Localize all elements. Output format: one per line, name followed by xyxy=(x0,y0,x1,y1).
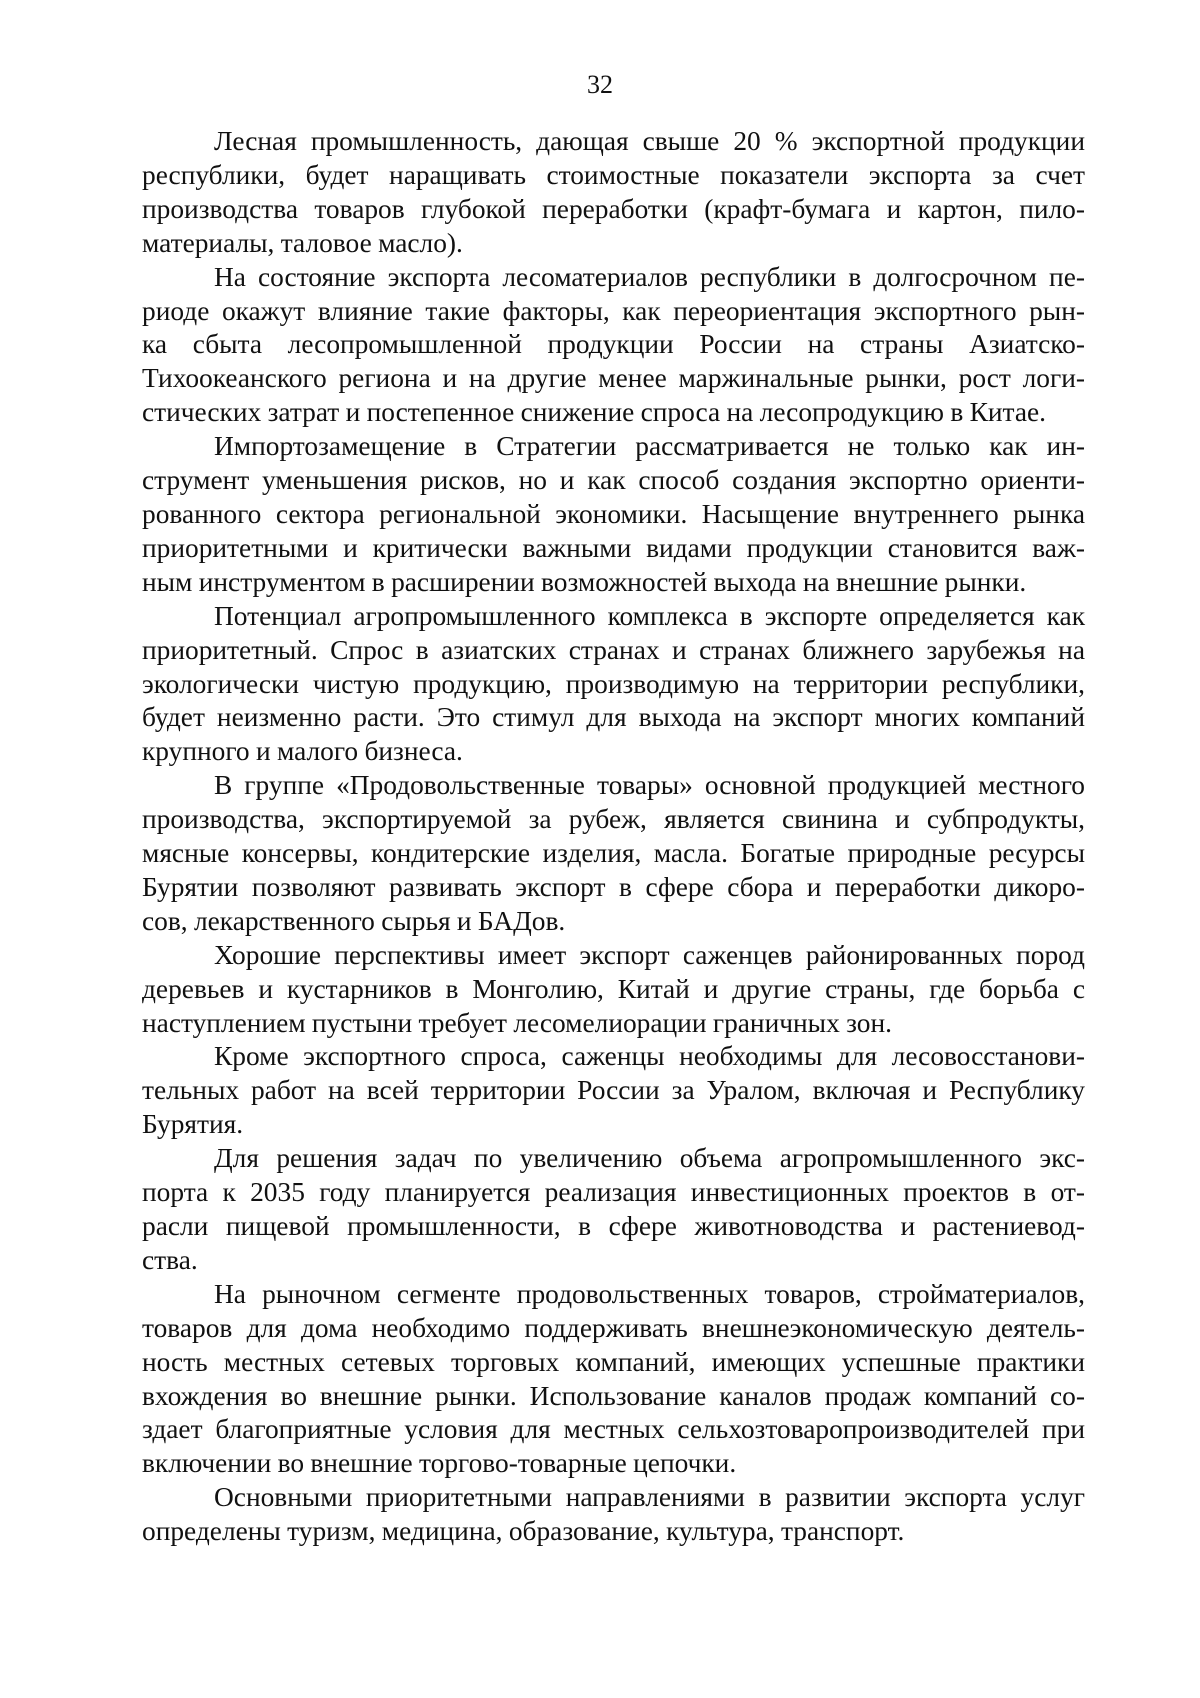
paragraph-line: ка сбыта лесопромышленной продукции России на страны Азиатско- xyxy=(142,329,1085,360)
paragraph-line: Потенциал агропромышленного комплекса в экспорте определяется как xyxy=(214,600,1085,631)
paragraph-line: Лесная промышленность, дающая свыше 20 % экспортной продукции xyxy=(214,126,1085,156)
paragraph-line: производства товаров глубокой переработки (крафт-бумага и картон, пило- xyxy=(142,193,1085,224)
paragraph-line: определены туризм, медицина, образование, культура, транспорт. xyxy=(142,1516,905,1547)
paragraph-line: Основными приоритетными направлениями в развитии экспорта услуг xyxy=(214,1482,1085,1513)
paragraph-line: крупного и малого бизнеса. xyxy=(142,736,463,767)
document-body xyxy=(142,125,1085,1549)
paragraph-line: вхождения во внешние рынки. Использование каналов продаж компаний со- xyxy=(142,1380,1085,1411)
page-number: 32 xyxy=(587,70,613,99)
paragraph-line: включении во внешние торгово-товарные цепочки. xyxy=(142,1448,737,1479)
paragraph-line: сов, лекарственного сырья и БАДов. xyxy=(142,905,566,936)
paragraph-line: Кроме экспортного спроса, саженцы необходимы для лесовосстанови- xyxy=(214,1041,1085,1072)
paragraph xyxy=(142,261,1085,431)
paragraph-line: расли пищевой промышленности, в сфере животноводства и растениевод- xyxy=(142,1211,1085,1241)
paragraph-line: экологически чистую продукцию, производимую на территории республики, xyxy=(142,668,1085,699)
paragraph xyxy=(142,1481,1085,1549)
paragraph xyxy=(142,1278,1085,1481)
paragraph-line: На рыночном сегменте продовольственных товаров, стройматериалов, xyxy=(214,1278,1085,1309)
paragraph xyxy=(142,939,1085,1041)
paragraph-line: рованного сектора региональной экономики. Насыщение внутреннего рынка xyxy=(142,498,1085,529)
paragraph-line: наступлением пустыни требует лесомелиорации граничных зон. xyxy=(142,1007,892,1038)
paragraph-line: струмент уменьшения рисков, но и как способ создания экспортно ориенти- xyxy=(142,465,1085,496)
paragraph xyxy=(142,1142,1085,1278)
paragraph-line: приоритетными и критически важными видами продукции становится важ- xyxy=(142,532,1085,563)
paragraph-line: Тихоокеанского региона и на другие менее маржинальные рынки, рост логи- xyxy=(142,363,1085,394)
paragraph-line: мясные консервы, кондитерские изделия, масла. Богатые природные ресурсы xyxy=(142,838,1085,869)
paragraph xyxy=(142,769,1085,939)
paragraph-line: стических затрат и постепенное снижение спроса на лесопродукцию в Китае. xyxy=(142,397,1047,428)
paragraph-line: приоритетный. Спрос в азиатских странах и странах ближнего зарубежья на xyxy=(142,634,1085,665)
paragraph-line: республики, будет наращивать стоимостные показатели экспорта за счет xyxy=(142,159,1085,190)
paragraph-line: материалы, таловое масло). xyxy=(142,227,463,258)
paragraph-line: В группе «Продовольственные товары» основной продукцией местного xyxy=(214,770,1085,801)
paragraph-line: ным инструментом в расширении возможностей выхода на внешние рынки. xyxy=(142,566,1027,597)
paragraph-line: тельных работ на всей территории России за Уралом, включая и Республику xyxy=(142,1075,1085,1106)
paragraph-line: На состояние экспорта лесоматериалов республики в долгосрочном пе- xyxy=(214,261,1085,292)
paragraph-line: ства. xyxy=(142,1244,198,1275)
paragraph-line: Для решения задач по увеличению объема агропромышленного экс- xyxy=(214,1143,1085,1174)
paragraph xyxy=(142,600,1085,770)
paragraph-line: порта к 2035 году планируется реализация инвестиционных проектов в от- xyxy=(142,1177,1085,1208)
paragraph-line: производства, экспортируемой за рубеж, является свинина и субпродукты, xyxy=(142,804,1085,835)
paragraph-line: деревьев и кустарников в Монголию, Китай и другие страны, где борьба с xyxy=(142,973,1085,1004)
paragraph-line: товаров для дома необходимо поддерживать внешнеэкономическую деятель- xyxy=(142,1312,1085,1343)
paragraph-line: здает благоприятные условия для местных сельхозтоваропроизводителей при xyxy=(142,1414,1085,1445)
paragraph xyxy=(142,125,1085,261)
paragraph-line: Импортозамещение в Стратегии рассматривается не только как ин- xyxy=(214,431,1085,462)
paragraph-line: риоде окажут влияние такие факторы, как переориентация экспортного рын- xyxy=(142,295,1085,326)
paragraph-line: Хорошие перспективы имеет экспорт саженцев районированных пород xyxy=(214,939,1085,970)
paragraph xyxy=(142,1040,1085,1142)
paragraph-line: ность местных сетевых торговых компаний, имеющих успешные практики xyxy=(142,1346,1085,1377)
paragraph xyxy=(142,430,1085,600)
paragraph-line: будет неизменно расти. Это стимул для выхода на экспорт многих компаний xyxy=(142,702,1085,733)
paragraph-line: Бурятии позволяют развивать экспорт в сфере сбора и переработки дикоро- xyxy=(142,871,1085,902)
paragraph-line: Бурятия. xyxy=(142,1109,244,1140)
